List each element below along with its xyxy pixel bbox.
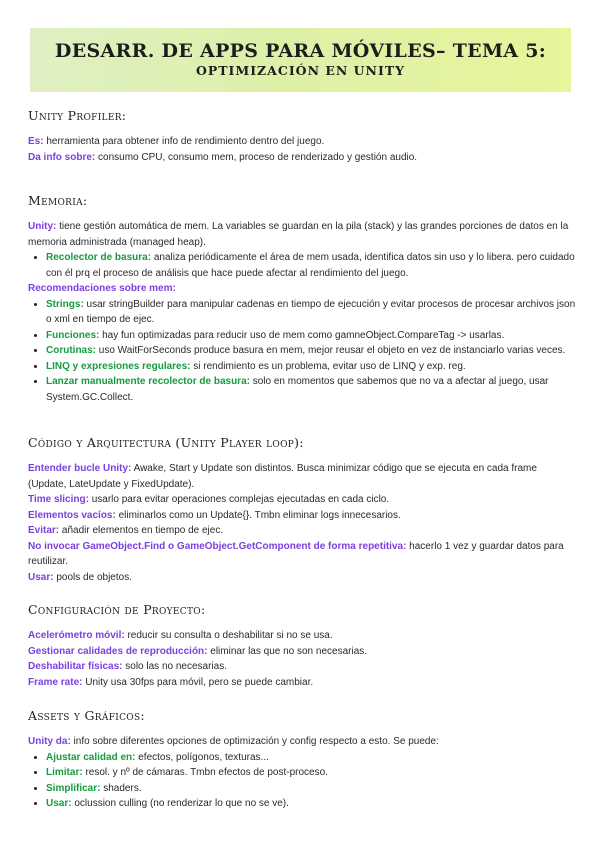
section-title: Assets y Gráficos: [28, 708, 145, 723]
term-label: No invocar GameObject.Find o GameObject.GetComponent de forma repetitiva: [28, 540, 407, 552]
term-label: Limitar: [46, 767, 83, 778]
term-text: solo en momentos que sabemos que no va a afectar al juego, usar System.GC.Collect. [46, 376, 549, 403]
paragraph [28, 734, 576, 750]
term-label: Acelerómetro móvil: [28, 630, 125, 641]
paragraph [28, 461, 576, 492]
term-label: Frame rate: [28, 676, 83, 688]
section-unity-profiler [28, 108, 576, 165]
list-item [46, 250, 576, 281]
list-item [46, 343, 576, 359]
term-label: Usar: [46, 798, 72, 809]
section-assets-graficos [28, 708, 576, 812]
bullet-list [28, 250, 576, 281]
term-text: eliminarlos como un Update{}. Tmbn eliminar logs innecesarios. [115, 509, 401, 521]
paragraph [28, 150, 576, 166]
term-text: tiene gestión automática de mem. La variables se guardan en la pila (stack) y las grandes porciones de datos en la memoria administrada (managed heap). [28, 221, 569, 248]
page-subtitle: OPTIMIZACIÓN EN UNITY [195, 63, 406, 78]
list-item [46, 328, 576, 344]
term-label: LINQ y expresiones regulares: [46, 360, 191, 372]
paragraph [28, 281, 576, 297]
term-label: Corutinas: [46, 345, 96, 356]
paragraph [28, 539, 576, 570]
term-text: añadir elementos en tiempo de ejec. [59, 525, 224, 536]
term-label: Unity da: [28, 736, 71, 747]
term-text: usarlo para evitar operaciones complejas ejecutadas en cada ciclo. [88, 494, 390, 505]
section-configuracion-proyecto [28, 602, 576, 690]
section-title: Memoria: [28, 193, 88, 208]
bullet-list [28, 750, 576, 812]
list-item [46, 297, 576, 328]
term-label: Es: [28, 136, 44, 147]
paragraph [28, 675, 576, 691]
term-text: efectos, polígonos, texturas... [135, 751, 269, 763]
paragraph [28, 523, 576, 539]
term-label: Deshabilitar físicas: [28, 661, 123, 672]
section-title: Unity Profiler: [28, 108, 127, 123]
term-label: Ajustar calidad en: [46, 751, 136, 763]
list-item [46, 359, 576, 375]
term-text: reducir su consulta o deshabilitar si no se usa. [124, 630, 333, 641]
term-label: Unity: [28, 221, 57, 232]
list-item [46, 796, 576, 812]
term-text: Awake, Start y Update son distintos. Busca minimizar código que se ejecuta en cada frame (Update, LateUpdate y FixedUpdate). [28, 463, 537, 490]
term-text: pools de objetos. [53, 571, 132, 583]
paragraph [28, 570, 576, 586]
title-banner [30, 28, 571, 92]
section-codigo-arquitectura [28, 435, 576, 585]
paragraph [28, 134, 576, 150]
paragraph [28, 659, 576, 675]
term-label: Elementos vacíos: [28, 509, 116, 521]
term-text: shaders. [100, 782, 142, 794]
term-label: Strings: [46, 298, 84, 310]
bullet-list [28, 297, 576, 406]
term-label: Evitar: [28, 525, 60, 536]
term-label: Entender bucle Unity: [28, 463, 132, 474]
term-text: Unity usa 30fps para móvil, pero se puede cambiar. [82, 676, 314, 688]
paragraph [28, 219, 576, 250]
term-label: Simplificar: [46, 782, 101, 794]
term-text: analiza periódicamente el área de mem usada, identifica datos sin uso y lo libera. pero cuidado con él prq el proceso de análisis que hace puede afectar al rendimiento del juego. [46, 252, 575, 279]
term-text: oclussion culling (no renderizar lo que no se ve). [71, 798, 289, 809]
section-memoria [28, 193, 576, 405]
page-title: DESARR. DE APPS PARA MÓVILES– TEMA 5: [54, 40, 547, 62]
list-item [46, 750, 576, 766]
term-label: Time slicing: [28, 494, 89, 505]
term-text: hacerlo 1 vez y guardar datos para reutilizar. [28, 540, 564, 567]
list-item [46, 765, 576, 781]
term-text: info sobre diferentes opciones de optimización y config respecto a esto. Se puede: [70, 736, 439, 747]
paragraph [28, 628, 576, 644]
list-item [46, 781, 576, 797]
term-text: uso WaitForSeconds produce basura en mem, mejor reusar el objeto en vez de instanciarlo varias veces. [96, 345, 566, 356]
term-text: resol. y nº de cámaras. Tmbn efectos de post-proceso. [82, 767, 328, 778]
term-label: Usar: [28, 571, 54, 583]
term-text: consumo CPU, consumo mem, proceso de renderizado y gestión audio. [95, 151, 418, 163]
term-label: Recomendaciones sobre mem: [28, 283, 176, 294]
term-label: Recolector de basura: [46, 252, 152, 263]
term-label: Gestionar calidades de reproducción: [28, 645, 208, 657]
term-label: Lanzar manualmente recolector de basura: [46, 376, 250, 387]
term-text: hay fun optimizadas para reducir uso de mem como gamneObject.CompareTag -> usarlas. [99, 329, 505, 341]
section-title: Código y Arquitectura (Unity Player loop): [28, 435, 304, 450]
section-title: Configuración de Proyecto: [28, 602, 206, 617]
term-text: herramienta para obtener info de rendimiento dentro del juego. [43, 136, 325, 147]
term-text: usar stringBuilder para manipular cadenas en tiempo de ejecución y evitar procesos de procesar archivos json o xml en tiempo de ejec. [46, 298, 576, 325]
paragraph [28, 492, 576, 508]
term-label: Funciones: [46, 329, 100, 341]
list-item [46, 374, 576, 405]
term-text: solo las no necesarias. [122, 661, 227, 672]
paragraph [28, 644, 576, 660]
term-text: eliminar las que no son necesarias. [207, 645, 368, 657]
term-text: si rendimiento es un problema, evitar uso de LINQ y exp. reg. [190, 360, 466, 372]
term-label: Da info sobre: [28, 151, 96, 163]
paragraph [28, 508, 576, 524]
